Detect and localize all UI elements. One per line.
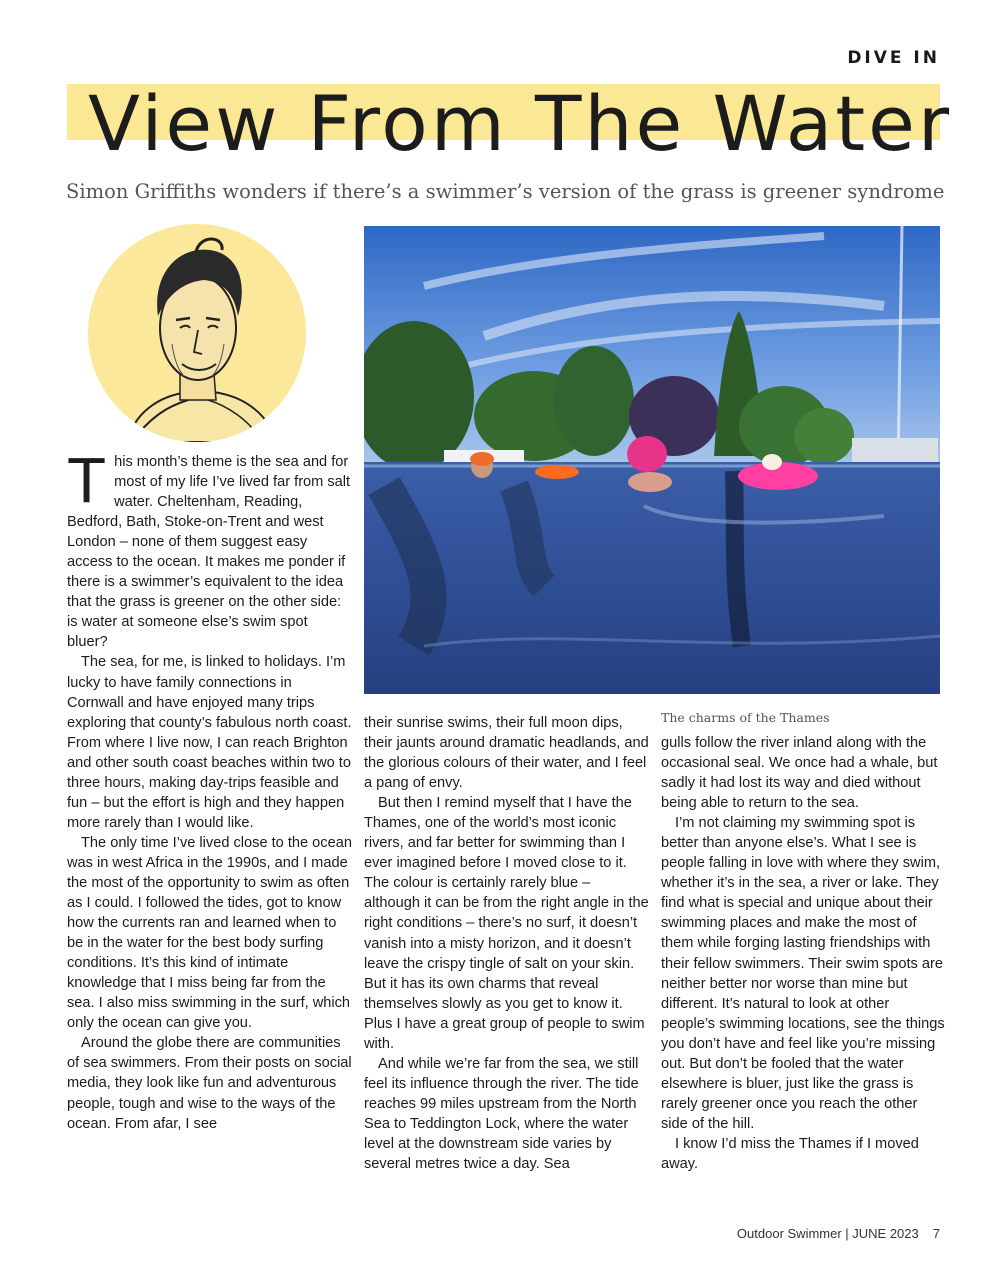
photo-caption: The charms of the Thames — [661, 710, 830, 725]
paragraph: And while we’re far from the sea, we still feel its influence through the river. The tide reaches 99 miles upstream from the North Sea to Teddington Lock, where the water level at the downstream side varies by several metres twice a day. Sea — [364, 1055, 639, 1173]
page-number: 7 — [932, 1226, 940, 1241]
paragraph: his month’s theme is the sea and for most of my life I’ve lived far from salt water. Cheltenham, Reading, Bedford, Bath, Stoke-on-Trent and west London – none of them suggest easy access to the ocean. It makes me ponder if there is a swimmer’s equivalent to the idea that the grass is greener on the other side: is water at someone else’s swim spot bluer? — [67, 454, 351, 651]
paragraph: their sunrise swims, their full moon dips, their jaunts around dramatic headlands, and the glorious colours of their water, and I feel a pang of envy. — [364, 715, 649, 792]
article-column-2 — [364, 713, 649, 1174]
author-portrait-illustration — [88, 224, 306, 442]
paragraph: Around the globe there are communities of sea swimmers. From their posts on social media, they look like fun and adventurous people, tough and wise to the ways of the ocean. From afar, I see — [67, 1035, 352, 1132]
article-column-1 — [67, 444, 352, 1134]
publication-info: Outdoor Swimmer | JUNE 2023 — [736, 1226, 919, 1241]
page-footer — [737, 1226, 940, 1241]
drop-cap: T — [67, 444, 107, 516]
thames-swimmers-photo — [364, 226, 940, 694]
article-standfirst: Simon Griffiths wonders if there’s a swimmer’s version of the grass is greener syndrome — [66, 180, 945, 203]
paragraph: The sea, for me, is linked to holidays. I’m lucky to have family connections in Cornwall and have enjoyed many trips exploring that county’s fabulous north coast. From where I live now, I can reach Brighton and other south coast beaches within two to three hours, making day-trips feasible and fun – but the effort is high and they happen more rarely than I would like. — [67, 654, 352, 831]
paragraph: I’m not claiming my swimming spot is better than anyone else’s. What I see is people falling in love with where they swim, whether it’s in the sea, a river or lake. They find what is special and unique about their swimming places and make the most of them while forging lasting friendships with their fellow swimmers. Their swim spots are neither better nor worse than mine but different. It’s natural to look at other people’s swimming locations, see the things you don’t have and feel like you’re missing out. But don’t be fooled that the water elsewhere is bluer, just like the grass is rarely greener once you reach the other side of the hill. — [661, 815, 945, 1132]
paragraph: gulls follow the river inland along with the occasional seal. We once had a whale, but sadly it had lost its way and died without being able to return to the sea. — [661, 735, 938, 812]
paragraph: I know I’d miss the Thames if I moved away. — [661, 1135, 919, 1172]
article-column-3 — [661, 733, 946, 1174]
article-title: View From The Water — [88, 79, 953, 168]
section-label: DIVE IN — [847, 48, 940, 68]
paragraph: But then I remind myself that I have the Thames, one of the world’s most iconic rivers, and far better for swimming than I ever imagined before I moved close to it. The colour is certainly rarely blue – although it can be from the right angle in the right conditions – there’s no surf, it doesn’t vanish into a misty horizon, and it doesn’t leave the crispy tingle of salt on your skin. But it has its own charms that reveal themselves slowly as you get to know it. Plus I have a great group of people to swim with. — [364, 795, 649, 1052]
paragraph: The only time I’ve lived close to the ocean was in west Africa in the 1990s, and I made the most of the opportunity to swim as often as I could. I followed the tides, got to know how the currents ran and learned when to be in the water for the best body surfing conditions. It’s this kind of intimate knowledge that I miss being far from the sea. I also miss swimming in the surf, which only the ocean can give you. — [67, 834, 352, 1032]
